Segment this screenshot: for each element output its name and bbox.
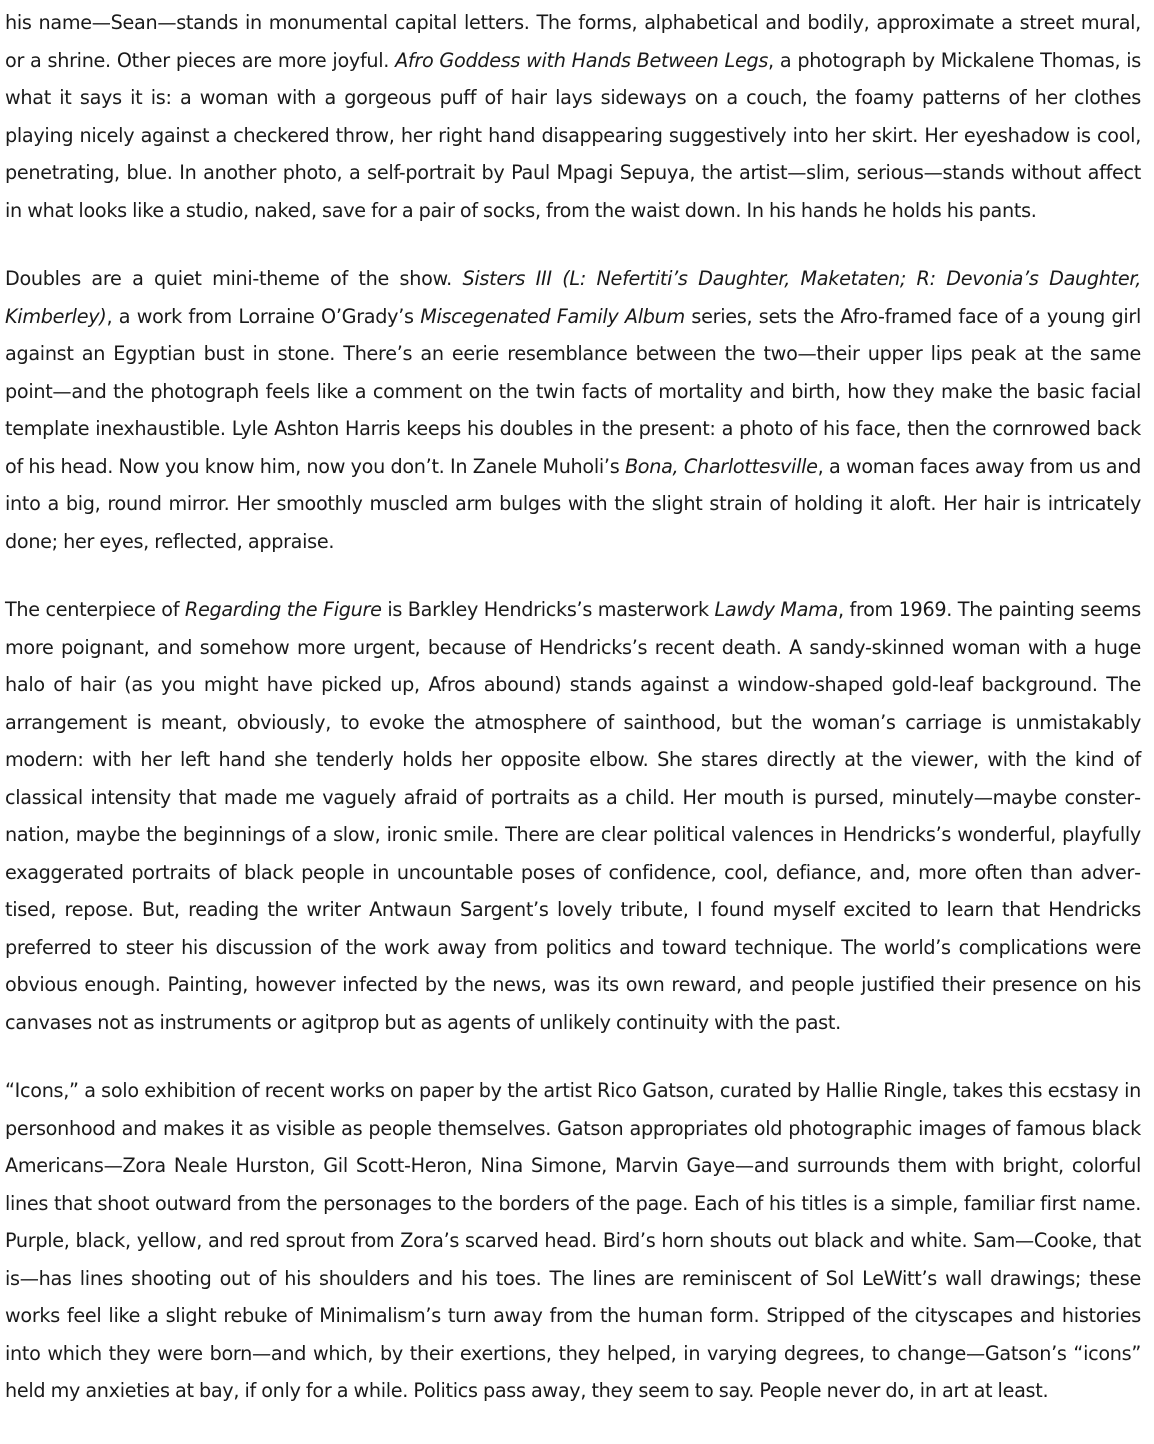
italic-title-regarding-the-figure: Regarding the Figure bbox=[184, 598, 382, 621]
text-run: , from 1969. The painting seems more poignant, and somehow more urgent, because of Hendricks’s recent death. A sandy-skinned woman with a huge halo of hair (as you might have picked up, Afros abound) stands against a window-shaped gold-leaf background. The arrangement is meant, obviously, to evoke the atmosphere of sainthood, but the woman’s carriage is unmistakably modern: with her left hand she tenderly holds her opposite elbow. She stares directly at the viewer, with the kind of classical intensity that made me vaguely afraid of portraits as a child. Her mouth is pursed, minutely—maybe consternation, maybe the beginnings of a slow, ironic smile. There are clear political valences in Hendricks’s wonderful, playfully exaggerated portraits of black people in uncountable poses of confidence, cool, defiance, and, more often than advertised, repose. But, reading the writer Antwaun Sargent’s lovely tribute, I found myself excited to learn that Hendricks preferred to steer his discussion of the work away from politics and toward technique. The world’s complications were obvious enough. Painting, however infected by the news, was its own reward, and people justified their presence on his canvases not as instruments or agitprop but as agents of unlikely continuity with the past. bbox=[5, 598, 1141, 1034]
italic-title-sisters-iii: Sisters III (L: Nefertiti’s Daughter, Maketaten; R: Devonia’s Daughter, Kimberley) bbox=[5, 267, 1141, 328]
italic-title-bona-charlottesville: Bona, Charlottesville bbox=[624, 454, 818, 478]
paragraph-4 bbox=[5, 1072, 1141, 1410]
paragraph-1 bbox=[5, 4, 1141, 229]
text-run: The centerpiece of bbox=[5, 598, 185, 621]
paragraph-2 bbox=[5, 260, 1141, 560]
text-run: series, sets the Afro-framed face of a young girl against an Egyptian bust in stone. There’s an eerie resemblance between the two—their upper lips peak at the same point—and the photograph feels like a comment on the twin facts of mortality and birth, how they make the basic facial template inexhaustible. Lyle Ashton Harris keeps his doubles in the present: a photo of his face, then the cornrowed back of his head. Now you know him, now you don’t. In Zanele Muholi’s bbox=[5, 304, 1141, 478]
text-run: “Icons,” a solo exhibition of recent works on paper by the artist Rico Gatson, curated by Hallie Ringle, takes this ecstasy in personhood and makes it as visible as people themselves. Gatson appropriates old photographic images of famous black Americans—Zora Neale Hurston, Gil Scott-Heron, Nina Simone, Marvin Gaye—and surrounds them with bright, colorful lines that shoot outward from the personages to the borders of the page. Each of his titles is a simple, familiar first name. Purple, black, yellow, and red sprout from Zora’s scarved head. Bird’s horn shouts out black and white. Sam—Cooke, that is—has lines shooting out of his shoulders and his toes. The lines are reminiscent of Sol LeWitt’s wall drawings; these works feel like a slight rebuke of Minimalism’s turn away from the human form. Stripped of the cityscapes and histories into which they were born—and which, by their exertions, they helped, in varying degrees, to change—Gatson’s “icons” held my anxieties at bay, if only for a while. Politics pass away, they seem to say. People never do, in art at least. bbox=[5, 1079, 1141, 1402]
text-run: , a woman faces away from us and into a big, round mirror. Her smoothly muscled arm bulges with the slight strain of holding it aloft. Her hair is intricately done; her eyes, reflected, appraise. bbox=[5, 454, 1141, 553]
text-run: his name—Sean—stands in monumental capital letters. The forms, alphabetical and bodily, approximate a street mural, or a shrine. Other pieces are more joyful. bbox=[5, 11, 1141, 72]
text-run: , a photograph by Mickalene Thomas, is what it says it is: a woman with a gorgeous puff of hair lays sideways on a couch, the foamy patterns of her clothes playing nicely against a checkered throw, her right hand disappearing suggestively into her skirt. Her eyeshadow is cool, penetrating, blue. In another photo, a self-portrait by Paul Mpagi Sepuya, the artist—slim, serious—stands without affect in what looks like a studio, naked, save for a pair of socks, from the waist down. In his hands he holds his pants. bbox=[5, 48, 1141, 222]
text-run: Doubles are a quiet mini-theme of the show. bbox=[5, 267, 463, 290]
italic-title-miscegenated-family-album: Miscegenated Family Album bbox=[420, 304, 685, 328]
text-run: is Barkley Hendricks’s masterwork bbox=[381, 598, 715, 621]
paragraph-3 bbox=[5, 591, 1141, 1041]
italic-title-afro-goddess: Afro Goddess with Hands Between Legs bbox=[395, 48, 769, 72]
text-run: , a work from Lorraine O’Grady’s bbox=[106, 304, 421, 328]
italic-title-lawdy-mama: Lawdy Mama bbox=[714, 598, 838, 621]
